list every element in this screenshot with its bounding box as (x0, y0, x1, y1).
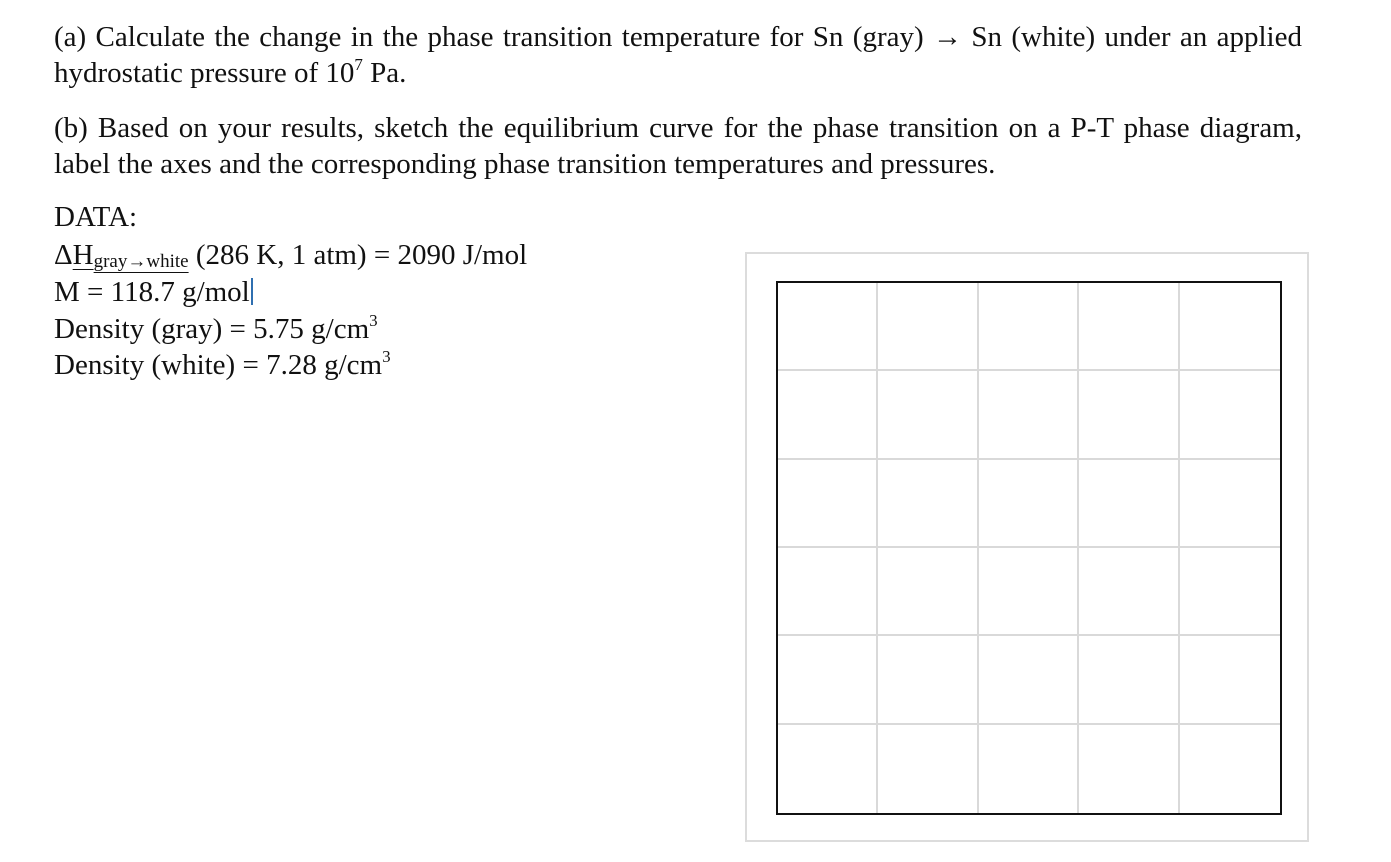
grid-cell (979, 725, 1079, 813)
grid-cell (1180, 283, 1280, 371)
enthalpy-symbol: H (72, 239, 94, 271)
enthalpy-subscript: gray→white (93, 251, 189, 272)
density-gray-text: Density (gray) = 5.75 g/cm (54, 313, 370, 345)
part-a-text: (a) Calculate the change in the phase transition temperature for Sn (gray) → Sn (white) under an applied hydrostatic pressure of 10 (54, 21, 1302, 89)
delta-symbol: Δ (54, 239, 73, 271)
grid-cell (1180, 371, 1280, 459)
grid-cell (1079, 725, 1179, 813)
grid-cell (1180, 460, 1280, 548)
text-cursor (251, 278, 253, 305)
grid-cell (878, 460, 978, 548)
grid-cell (1180, 636, 1280, 724)
grid-cell (1079, 371, 1179, 459)
grid-cell (778, 725, 878, 813)
data-heading: DATA: (54, 201, 138, 233)
grid-cell (778, 636, 878, 724)
grid-cell (1079, 548, 1179, 636)
grid-cell (1180, 725, 1280, 813)
density-white-text: Density (white) = 7.28 g/cm (54, 349, 383, 381)
enthalpy-value: (286 K, 1 atm) = 2090 J/mol (188, 239, 528, 271)
grid-cell (878, 283, 978, 371)
grid-cell (979, 460, 1079, 548)
density-gray-line (54, 311, 378, 347)
grid-cell (778, 371, 878, 459)
grid-cell (1079, 636, 1179, 724)
molar-mass-text: M = 118.7 g/mol (54, 276, 250, 308)
grid-cell (778, 548, 878, 636)
grid-cell (1079, 283, 1179, 371)
question-part-a (54, 19, 1302, 91)
grid-cell (1180, 548, 1280, 636)
grid-cell (878, 548, 978, 636)
part-a-exponent: 7 (354, 55, 363, 74)
density-gray-exponent: 3 (369, 311, 378, 330)
part-a-unit: Pa. (362, 57, 407, 89)
density-white-exponent: 3 (382, 347, 391, 366)
grid-cell (1079, 460, 1179, 548)
grid-cell (778, 283, 878, 371)
grid-cell (778, 460, 878, 548)
grid-cell (878, 636, 978, 724)
question-part-b: (b) Based on your results, sketch the equilibrium curve for the phase transition on a P-T phase diagram, label the axes and the corresponding phase transition temperatures and pressures. (54, 112, 1302, 180)
molar-mass-line[interactable] (54, 274, 253, 310)
grid-cell (979, 371, 1079, 459)
grid-cell (979, 283, 1079, 371)
density-white-line (54, 347, 391, 383)
grid-cell (878, 371, 978, 459)
grid-cell (979, 548, 1079, 636)
answer-grid[interactable] (776, 281, 1282, 815)
grid-cell (878, 725, 978, 813)
grid-cell (979, 636, 1079, 724)
